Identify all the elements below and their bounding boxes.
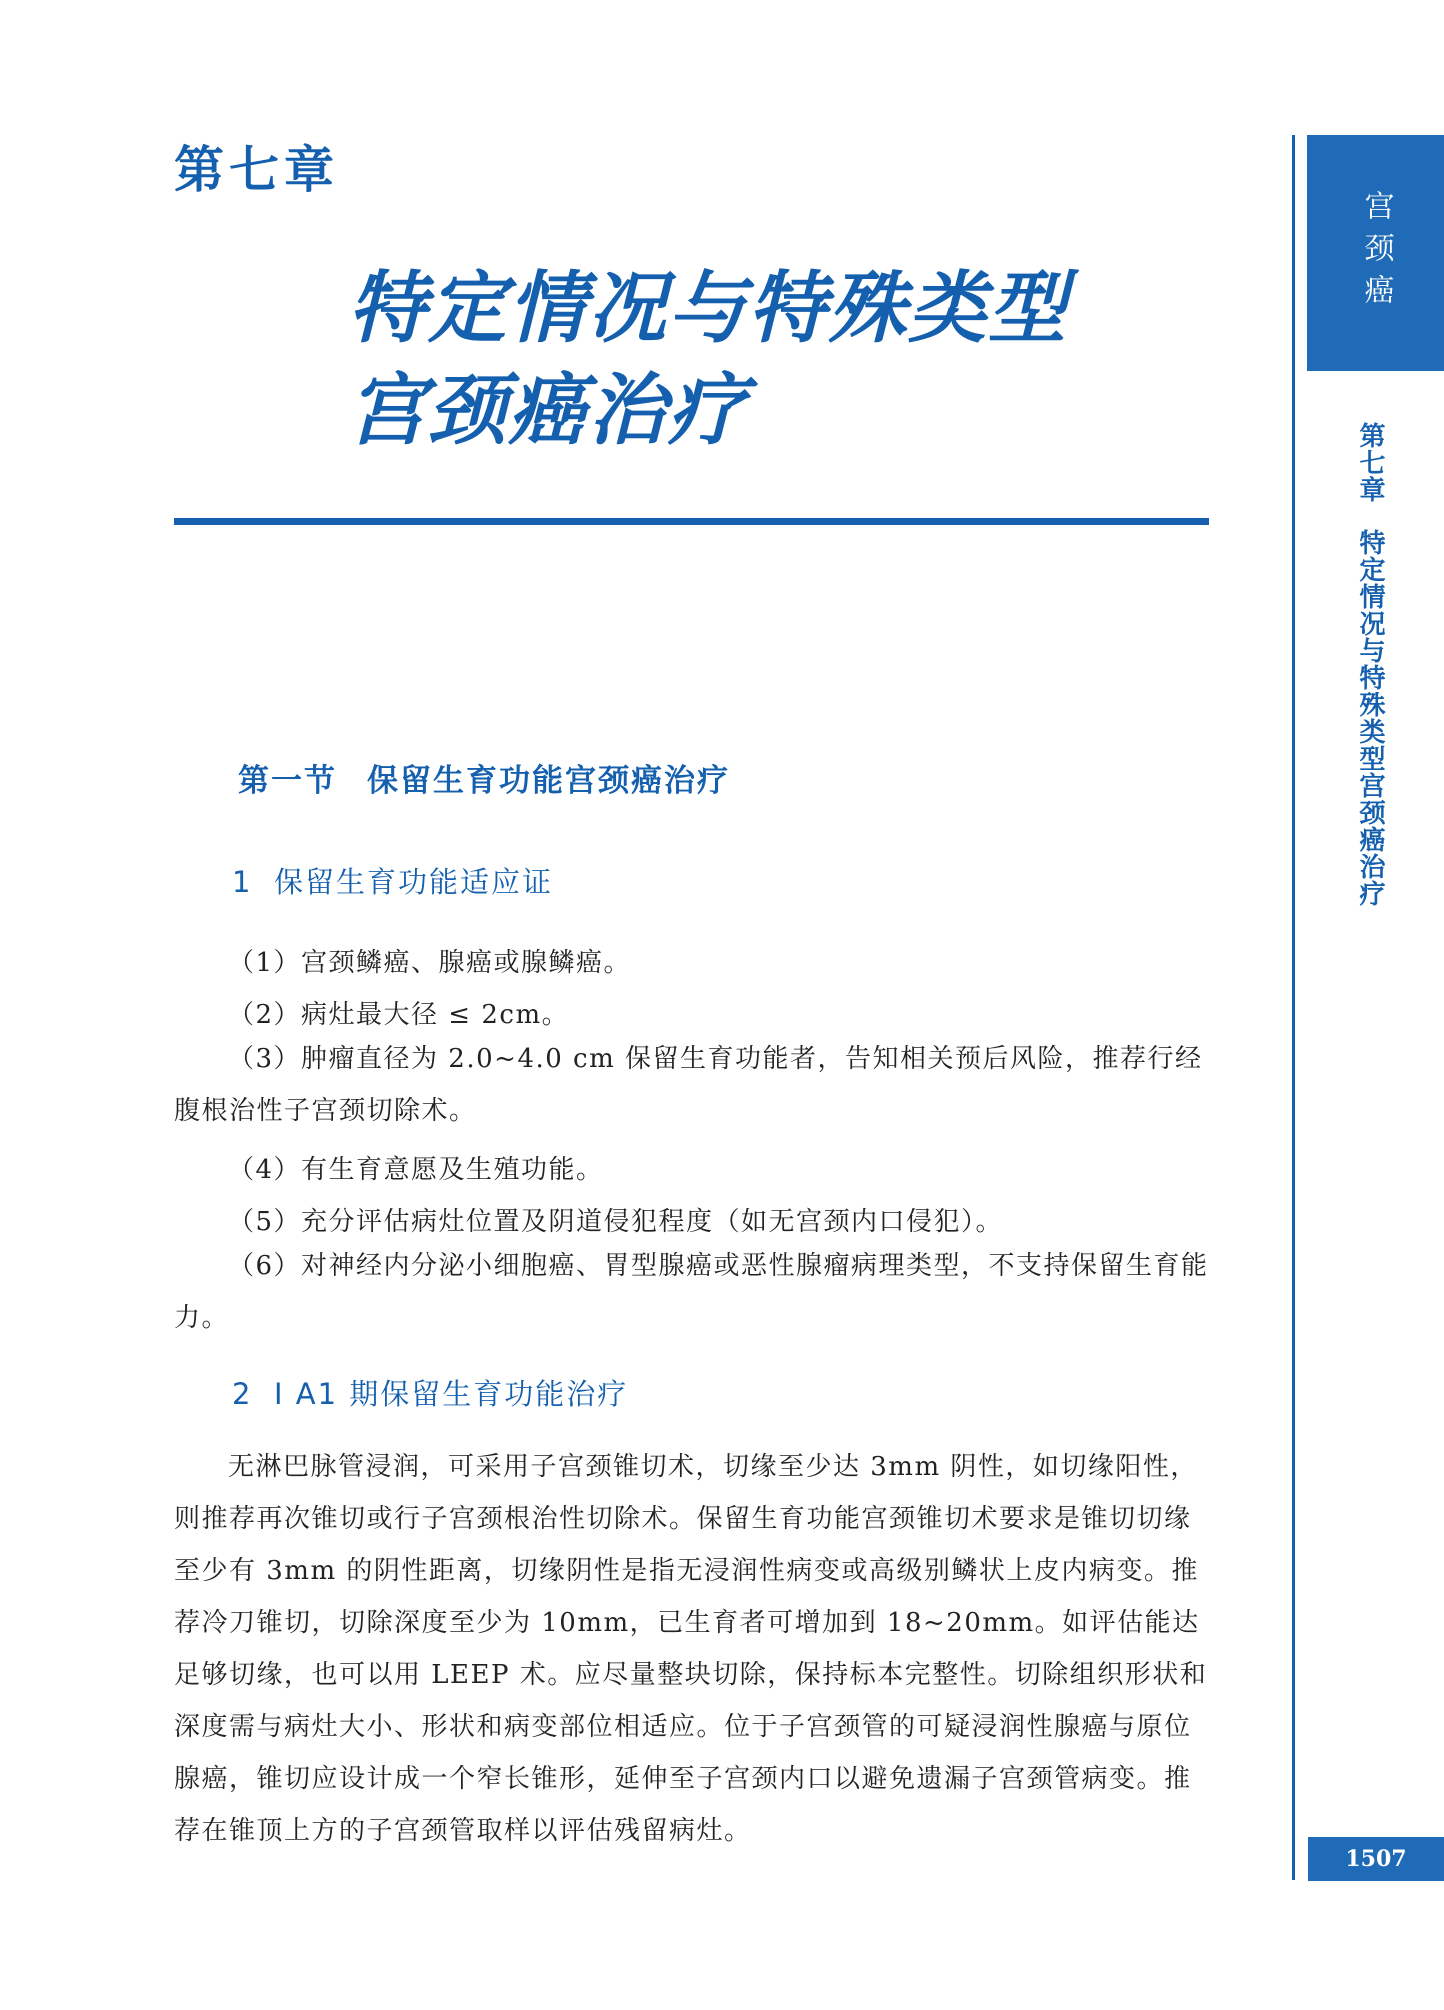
list-item: （2）病灶最大径 ≤ 2cm。: [228, 1000, 570, 1030]
subsection-heading-1: [232, 860, 553, 901]
margin-divider: [1292, 135, 1295, 1880]
page-number-text: 1507: [1345, 1846, 1407, 1872]
chapter-label: 第七章: [174, 141, 339, 199]
chapter-title-line-1: 特定情况与特殊类型: [348, 264, 1069, 354]
subsection-title: Ⅰ A1 期保留生育功能治疗: [274, 1377, 629, 1411]
running-head: [1345, 422, 1395, 907]
body-paragraph: 无淋巴脉管浸润，可采用子宫颈锥切术，切缘至少达 3mm 阴性，如切缘阳性，则推荐再次锥切或行子宫颈根治性切除术。保留生育功能宫颈锥切术要求是锥切切缘至少有 3mm 的阴性距离，切缘阴性是指无浸润性病变或高级别鳞状上皮内病变。推荐冷刀锥切，切除深度至少为 10mm，已生育者可增加到 18~20mm。如评估能达足够切缘，也可以用 LEEP 术。应尽量整块切除，保持标本完整性。切除组织形状和深度需与病灶大小、形状和病变部位相适应。位于子宫颈管的可疑浸润性腺癌与原位腺癌，锥切应设计成一个窄长锥形，延伸至子宫颈内口以避免遗漏子宫颈管病变。推荐在锥顶上方的子宫颈管取样以评估残留病灶。: [174, 1452, 1208, 1846]
chapter-title: [348, 258, 1068, 462]
subsection-heading-2: [232, 1372, 628, 1413]
list-item: （3）肿瘤直径为 2.0~4.0 cm 保留生育功能者，告知相关预后风险，推荐行经腹根治性子宫颈切除术。: [174, 1044, 1203, 1126]
side-tab: [1307, 135, 1444, 371]
side-tab-label: 宫颈癌: [1358, 190, 1394, 316]
section-heading: [238, 755, 730, 800]
list-item: （5）充分评估病灶位置及阴道侵犯程度（如无宫颈内口侵犯）。: [228, 1207, 1004, 1237]
chapter-title-line-2: 宫颈癌治疗: [348, 366, 749, 456]
running-head-title: 特定情况与特殊类型宫颈癌治疗: [1355, 529, 1385, 907]
list-item: （4）有生育意愿及生殖功能。: [228, 1155, 604, 1185]
subsection-number: 1: [232, 865, 253, 899]
list-item: （6）对神经内分泌小细胞癌、胃型腺癌或恶性腺瘤病理类型，不支持保留生育能力。: [174, 1251, 1209, 1333]
list-item: （1）宫颈鳞癌、腺癌或腺鳞癌。: [228, 948, 632, 978]
page-number: [1308, 1837, 1444, 1881]
title-divider: [174, 518, 1209, 525]
subsection-title: 保留生育功能适应证: [274, 865, 554, 899]
section-label: 第一节: [238, 763, 337, 799]
section-title: 保留生育功能宫颈癌治疗: [367, 763, 730, 799]
running-head-chapter: 第七章: [1355, 422, 1385, 503]
subsection-number: 2: [232, 1377, 253, 1411]
